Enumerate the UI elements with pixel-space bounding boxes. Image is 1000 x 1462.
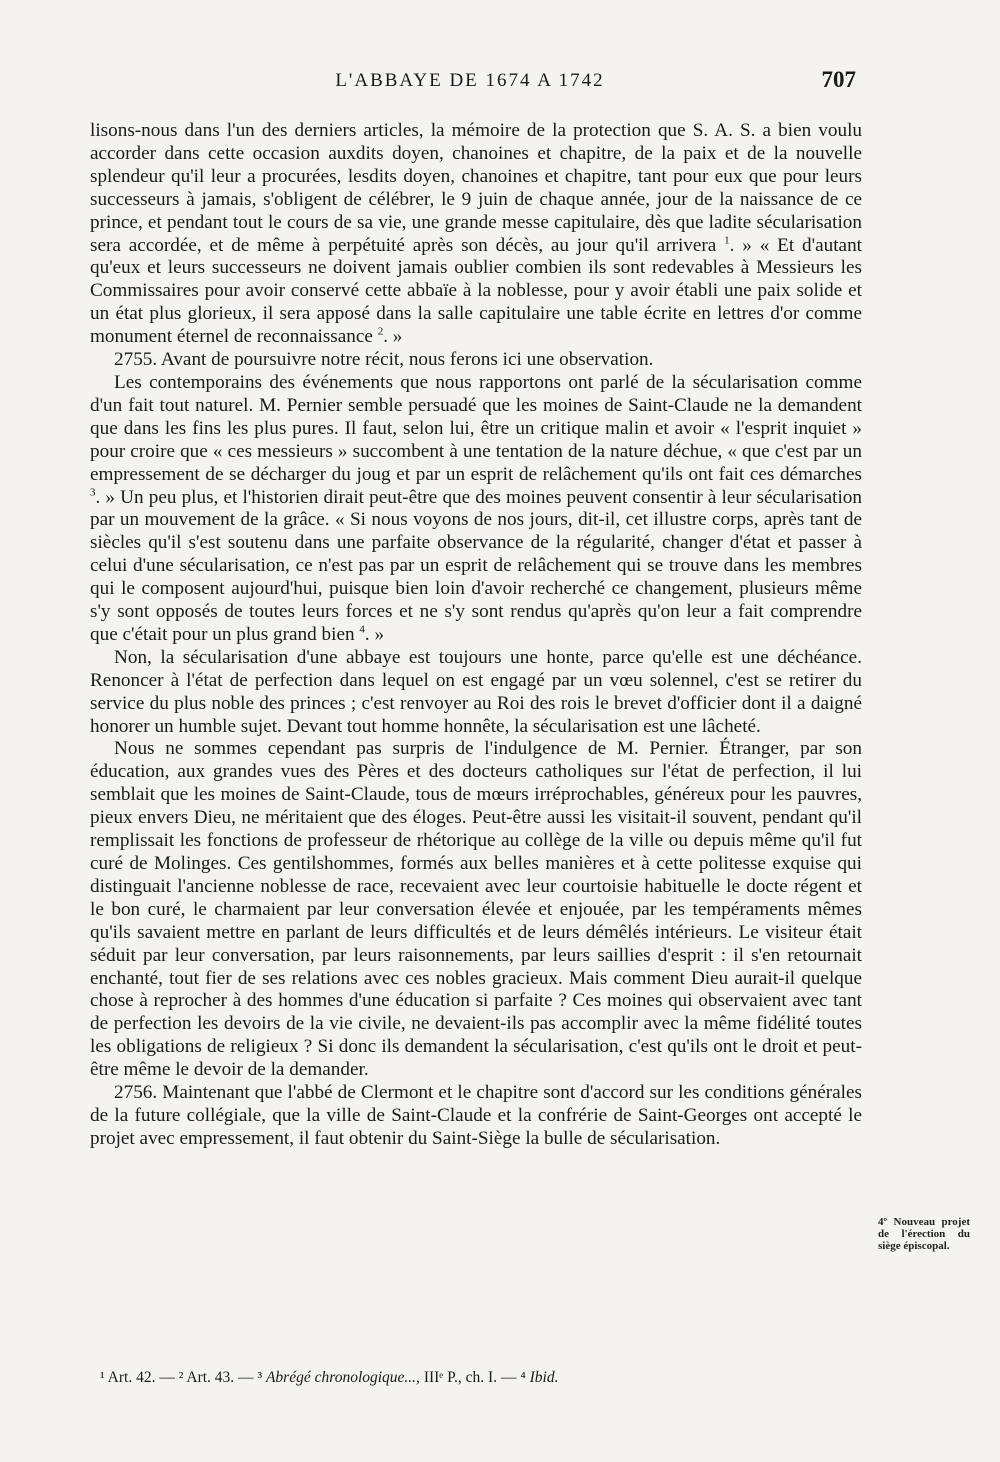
paragraph-3: Les contemporains des événements que nous rapportons ont parlé de la sécularisation comme d'un fait tout naturel. M. Pernier semble persuadé que les moines de Saint-Claude ne la demandent que dans les fins les plus pures. Il faut, selon lui, être un critique malin et avoir « l'esprit inquiet » pour croire que « ces messieurs » succombent à une tentation de la nature déchue, « que c'est par un empressement de se décharger du joug et par un esprit de relâchement qu'ils ont fait ces démarches $^3$. » Un peu plus, et l'historien dirait peut-être que des moines peuvent consentir à leur sécularisation par un mouvement de la grâce. « Si nous voyons de nos jours, dit-il, cet illustre corps, après tant de siècles qu'il s'est soutenu dans une parfaite observance de la régularité, changer d'état et passer à celui d'une sécularisation, ce n'est pas par un esprit de relâchement qui se trouve dans les membres qui le composent aujourd'hui, puisque bien loin d'avoir recherché ce changement, plusieurs même s'y sont opposés de toutes leurs forces et ne s'y sont rendus qu'après qu'on leur a fait comprendre que c'était pour un plus grand bien $^4$. » [90, 371, 862, 645]
footnote-4-title: Ibid. [529, 1369, 559, 1386]
footnote-3-rest: IIIᵉ P., ch. I. — [423, 1369, 517, 1386]
footnote-1: ¹ Art. 42. — [100, 1369, 175, 1386]
paragraph-1: lisons-nous dans l'un des derniers articles, la mémoire de la protection que S. A. S. a bien voulu accorder dans cette occasion auxdits doyen, chanoines et chapitre, de la paix et de la nouvelle splendeur qu'il leur a procurées, lesdits doyen, chanoines et chapitre, tant pour eux que pour leurs successeurs à jamais, s'obligent de célébrer, le 9 juin de chaque année, jour de la naissance de ce prince, et pendant tout le cours de sa vie, une grande messe capitulaire, dès que ladite sécularisation sera accordée, et de même à perpétuité après son décès, au jour qu'il arrivera $^1$. » « Et d'autant qu'eux et leurs successeurs ne doivent jamais oublier combien ils sont redevables à Messieurs les Commissaires pour avoir conservé cette abbaïe à la noblesse, pour y avoir établi une paix solide et un état plus glorieux, il sera apposé dans la salle capitulaire une table écrite en lettres d'or comme monument éternel de reconnaissance $^2$. » [90, 120, 862, 348]
paragraph-5: Nous ne sommes cependant pas surpris de l'indulgence de M. Pernier. Étranger, par son éducation, aux grandes vues des Pères et des docteurs catholiques sur l'état de perfection, il lui semblait que les moines de Saint-Claude, tous de mœurs irréprochables, généreux pour les pauvres, pieux envers Dieu, ne méritaient que des éloges. Peut-être aussi les visitait-il souvent, pendant qu'il remplissait les fonctions de professeur de rhétorique au collège de la ville ou depuis même qu'il fut curé de Molinges. Ces gentilshommes, formés aux belles manières et à cette politesse exquise qui distinguait l'ancienne noblesse de race, recevaient avec leur courtoisie habituelle le docte régent et le bon curé, le charmaient par leur conversation élevée et enjouée, par les tempéraments mêmes qu'ils savaient mettre en parlant de leurs difficultés et de leurs démêlés intérieurs. Le visiteur était séduit par leur conversation, par leurs raisonnements, par leurs saillies d'esprit : il s'en retournait enchanté, tout fier de ses relations avec ces nobles gracieux. Mais comment Dieu aurait-il quelque chose à reprocher à des hommes d'une éducation si parfaite ? Ces moines qui observaient avec tant de perfection les devoirs de la vie civile, ne devaient-ils pas accomplir avec la même fidélité toutes les obligations de religieux ? Si donc ils demandent la sécularisation, c'est qu'ils ont le droit et peut-être même le devoir de la demander. [90, 738, 862, 1081]
paragraph-4: Non, la sécularisation d'une abbaye est toujours une honte, parce qu'elle est une déchéance. Renoncer à l'état de perfection dans lequel on est engagé par un vœu solennel, c'est se retirer du service du plus noble des princes ; c'est renvoyer au Roi des rois le brevet d'officier dont il a daigné honorer un humble sujet. Devant tout homme honnête, la sécularisation est une lâcheté. [90, 646, 862, 737]
page-number: 707 [821, 67, 856, 92]
paragraph-2756: 2756. Maintenant que l'abbé de Clermont et le chapitre sont d'accord sur les conditions générales de la future collégiale, que la ville de Saint-Claude et la confrérie de Saint-Georges ont accepté le projet avec empressement, il faut obtenir du Saint-Siège la bulle de sécularisation. [90, 1082, 862, 1149]
footnote-3-title: Abrégé chronologique..., [265, 1369, 420, 1386]
paragraph-2755: 2755. Avant de poursuivre notre récit, nous ferons ici une observation. [114, 349, 654, 371]
body-text [90, 120, 862, 1151]
marginal-note-4: 4º Nouveau projet de l'érection du siège épiscopal. [878, 1216, 970, 1252]
footnote-3-marker: ³ [257, 1369, 263, 1386]
footnotes [100, 1368, 860, 1388]
running-title: L'ABBAYE DE 1674 A 1742 [335, 70, 605, 91]
running-head [90, 67, 856, 104]
footnote-4-marker: ⁴ [520, 1369, 526, 1386]
footnote-2: ² Art. 43. — [178, 1369, 254, 1386]
